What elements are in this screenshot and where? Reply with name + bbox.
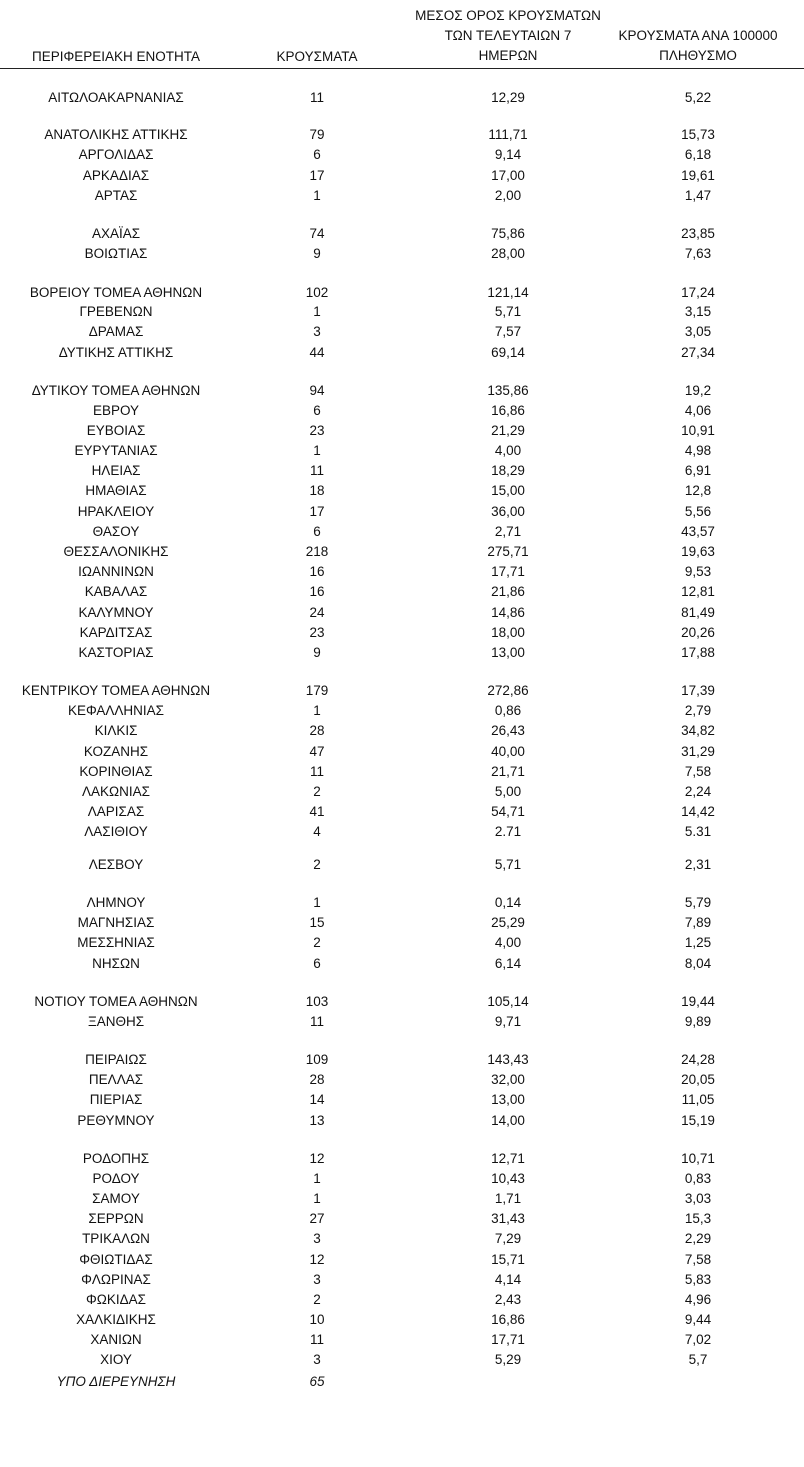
- avg7-cell: 32,00: [491, 1072, 525, 1087]
- cases-cell: 16: [309, 584, 325, 599]
- avg7-cell: 275,71: [487, 544, 529, 559]
- per100k-cell: 5,56: [684, 504, 712, 519]
- table-row: [0, 343, 804, 363]
- per100k-cell: 7,58: [684, 1252, 712, 1267]
- avg7-cell: 4,00: [494, 443, 522, 458]
- cases-cell: 1: [313, 443, 321, 458]
- region-cell: ΓΡΕΒΕΝΩΝ: [79, 304, 153, 319]
- cases-cell: 23: [309, 625, 325, 640]
- avg7-cell: 7,29: [494, 1231, 522, 1246]
- table-row: [0, 1189, 804, 1209]
- region-cell: ΧΑΛΚΙΔΙΚΗΣ: [76, 1312, 156, 1327]
- avg7-cell: 5,71: [494, 304, 522, 319]
- header-cases: ΚΡΟΥΣΜΑΤΑ: [276, 49, 358, 64]
- table-row: [0, 1111, 804, 1131]
- avg7-cell: 16,86: [491, 403, 525, 418]
- table-row: [0, 623, 804, 643]
- avg7-cell: 1,71: [494, 1191, 522, 1206]
- avg7-cell: 6,14: [494, 956, 522, 971]
- avg7-cell: 21,86: [491, 584, 525, 599]
- cases-cell: 15: [309, 915, 325, 930]
- region-cell: ΔΥΤΙΚΗΣ ΑΤΤΙΚΗΣ: [58, 345, 174, 360]
- table-row: [0, 145, 804, 165]
- cases-cell: 12: [309, 1151, 325, 1166]
- region-cell: ΦΘΙΩΤΙΔΑΣ: [79, 1252, 153, 1267]
- region-cell: ΒΟΙΩΤΙΑΣ: [84, 246, 148, 261]
- avg7-cell: 14,00: [491, 1113, 525, 1128]
- table-row: [0, 88, 804, 108]
- cases-cell: 28: [309, 1072, 325, 1087]
- table-row: [0, 1330, 804, 1350]
- per100k-cell: 15,19: [681, 1113, 715, 1128]
- table-row: [0, 421, 804, 441]
- per100k-cell: 24,28: [681, 1052, 715, 1067]
- avg7-cell: 143,43: [487, 1052, 529, 1067]
- cases-cell: 9: [313, 645, 321, 660]
- region-cell: ΗΜΑΘΙΑΣ: [85, 483, 147, 498]
- region-cell: ΚΕΝΤΡΙΚΟΥ ΤΟΜΕΑ ΑΘΗΝΩΝ: [21, 683, 211, 698]
- avg7-cell: 16,86: [491, 1312, 525, 1327]
- region-cell: ΑΧΑΪΑΣ: [91, 226, 141, 241]
- table-row: [0, 742, 804, 762]
- region-cell: ΜΑΓΝΗΣΙΑΣ: [77, 915, 155, 930]
- region-cell: ΦΛΩΡΙΝΑΣ: [81, 1272, 151, 1287]
- region-cell: ΛΑΡΙΣΑΣ: [87, 804, 145, 819]
- region-cell: ΚΟΡΙΝΘΙΑΣ: [79, 764, 153, 779]
- per100k-cell: 19,2: [684, 383, 712, 398]
- avg7-cell: 21,71: [491, 764, 525, 779]
- cases-cell: 11: [309, 90, 324, 105]
- avg7-cell: 40,00: [491, 744, 525, 759]
- table-row: [0, 1290, 804, 1310]
- avg7-cell: 5,71: [494, 857, 522, 872]
- avg7-cell: 75,86: [491, 226, 525, 241]
- table-row: [0, 721, 804, 741]
- avg7-cell: 13,00: [491, 1092, 525, 1107]
- cases-cell: 103: [305, 994, 329, 1009]
- per100k-cell: 2,79: [684, 703, 712, 718]
- cases-cell: 11: [309, 463, 324, 478]
- per100k-cell: 2,31: [684, 857, 712, 872]
- table-row: [0, 802, 804, 822]
- per100k-cell: 2,24: [684, 784, 712, 799]
- per100k-cell: 7,89: [684, 915, 712, 930]
- table-row: [0, 1149, 804, 1169]
- cases-cell: 9: [313, 246, 321, 261]
- avg7-cell: 10,43: [491, 1171, 525, 1186]
- region-cell: ΡΟΔΟΠΗΣ: [82, 1151, 150, 1166]
- table-row: [0, 1229, 804, 1249]
- cases-cell: 28: [309, 723, 325, 738]
- per100k-cell: 4,06: [684, 403, 712, 418]
- region-cell: ΒΟΡΕΙΟΥ ΤΟΜΕΑ ΑΘΗΝΩΝ: [29, 285, 203, 300]
- region-cell: ΤΡΙΚΑΛΩΝ: [82, 1231, 150, 1246]
- region-cell: ΚΙΛΚΙΣ: [94, 723, 138, 738]
- per100k-cell: 15,73: [681, 127, 715, 142]
- table-row: [0, 1209, 804, 1229]
- per100k-cell: 1,25: [684, 935, 712, 950]
- cases-cell: 3: [313, 324, 321, 339]
- table-row: [0, 502, 804, 522]
- cases-cell: 179: [305, 683, 329, 698]
- avg7-cell: 272,86: [487, 683, 529, 698]
- table-row: [0, 1012, 804, 1032]
- per100k-cell: 7,63: [684, 246, 712, 261]
- region-cell: ΑΡΓΟΛΙΔΑΣ: [78, 147, 154, 162]
- avg7-cell: 2,00: [494, 188, 522, 203]
- cases-cell: 65: [309, 1374, 325, 1389]
- avg7-cell: 17,71: [491, 564, 525, 579]
- table-row: [0, 933, 804, 953]
- per100k-cell: 8,04: [684, 956, 712, 971]
- avg7-cell: 54,71: [491, 804, 525, 819]
- per100k-cell: 5,22: [684, 90, 712, 105]
- table-row: [0, 954, 804, 974]
- avg7-cell: 12,71: [491, 1151, 525, 1166]
- region-cell: ΛΑΚΩΝΙΑΣ: [82, 784, 150, 799]
- per100k-cell: 12,81: [681, 584, 715, 599]
- table-row: [0, 992, 804, 1012]
- cases-cell: 18: [309, 483, 325, 498]
- table-row: [0, 224, 804, 244]
- region-cell: ΚΟΖΑΝΗΣ: [83, 744, 149, 759]
- table-row: [0, 782, 804, 802]
- table-row: [0, 1070, 804, 1090]
- avg7-cell: 12,29: [491, 90, 525, 105]
- table-row: [0, 1050, 804, 1070]
- cases-cell: 47: [309, 744, 325, 759]
- per100k-cell: 6,18: [684, 147, 712, 162]
- table-row: [0, 244, 804, 264]
- table-row: [0, 322, 804, 342]
- region-cell: ΣΕΡΡΩΝ: [88, 1211, 144, 1226]
- cases-cell: 10: [309, 1312, 325, 1327]
- region-cell: ΞΑΝΘΗΣ: [87, 1014, 145, 1029]
- cases-cell: 1: [313, 304, 321, 319]
- region-cell: ΑΙΤΩΛΟΑΚΑΡΝΑΝΙΑΣ: [48, 90, 184, 105]
- avg7-cell: 9,14: [494, 147, 522, 162]
- avg7-cell: 31,43: [491, 1211, 525, 1226]
- region-cell: ΛΑΣΙΘΙΟΥ: [84, 824, 148, 839]
- cases-cell: 13: [309, 1113, 325, 1128]
- table-row: [0, 302, 804, 322]
- cases-cell: 3: [313, 1231, 321, 1246]
- table-row: [0, 1310, 804, 1330]
- avg7-cell: 69,14: [491, 345, 525, 360]
- avg7-cell: 2.71: [494, 824, 522, 839]
- per100k-cell: 17,88: [681, 645, 715, 660]
- region-cell: ΧΑΝΙΩΝ: [90, 1332, 142, 1347]
- per100k-cell: 5,79: [684, 895, 712, 910]
- table-row: [0, 186, 804, 206]
- cases-cell: 2: [313, 935, 321, 950]
- per100k-cell: 14,42: [681, 804, 715, 819]
- per100k-cell: 2,29: [684, 1231, 712, 1246]
- region-cell: ΚΕΦΑΛΛΗΝΙΑΣ: [67, 703, 165, 718]
- region-cell: ΑΡΚΑΔΙΑΣ: [82, 168, 150, 183]
- per100k-cell: 43,57: [681, 524, 715, 539]
- cases-cell: 6: [313, 147, 321, 162]
- cases-cell: 79: [309, 127, 325, 142]
- table-row: [0, 522, 804, 542]
- per100k-cell: 12,8: [684, 483, 712, 498]
- avg7-cell: 9,71: [494, 1014, 522, 1029]
- cases-cell: 109: [305, 1052, 329, 1067]
- table-row: [0, 283, 804, 303]
- cases-cell: 3: [313, 1272, 321, 1287]
- cases-cell: 14: [309, 1092, 325, 1107]
- per100k-cell: 19,61: [681, 168, 715, 183]
- cases-cell: 94: [309, 383, 325, 398]
- table-row: [0, 1090, 804, 1110]
- per100k-cell: 5,7: [688, 1352, 708, 1367]
- avg7-cell: 18,29: [491, 463, 525, 478]
- cases-cell: 1: [313, 703, 321, 718]
- region-cell: ΝΗΣΩΝ: [92, 956, 140, 971]
- region-cell: ΕΥΡΥΤΑΝΙΑΣ: [74, 443, 158, 458]
- avg7-cell: 0,14: [494, 895, 522, 910]
- region-cell: ΛΗΜΝΟΥ: [86, 895, 146, 910]
- per100k-cell: 4,98: [684, 443, 712, 458]
- avg7-cell: 5,29: [494, 1352, 522, 1367]
- cases-cell: 6: [313, 403, 321, 418]
- table-row: [0, 855, 804, 875]
- cases-cell: 23: [309, 423, 325, 438]
- avg7-cell: 13,00: [491, 645, 525, 660]
- per100k-cell: 10,71: [681, 1151, 715, 1166]
- avg7-cell: 111,71: [488, 127, 528, 142]
- table-row: [0, 166, 804, 186]
- region-cell: ΡΟΔΟΥ: [92, 1171, 140, 1186]
- per100k-cell: 5.31: [684, 824, 712, 839]
- region-cell: ΗΡΑΚΛΕΙΟΥ: [77, 504, 155, 519]
- table-row: [0, 643, 804, 663]
- avg7-cell: 135,86: [487, 383, 529, 398]
- per100k-cell: 9,89: [684, 1014, 712, 1029]
- cases-cell: 17: [309, 504, 325, 519]
- table-row: [0, 1250, 804, 1270]
- table-header: [0, 0, 804, 69]
- cases-cell: 11: [309, 764, 324, 779]
- avg7-cell: 14,86: [491, 605, 525, 620]
- cases-cell: 3: [313, 1352, 321, 1367]
- region-cell: ΥΠΟ ΔΙΕΡΕΥΝΗΣΗ: [56, 1374, 176, 1389]
- table-row: [0, 701, 804, 721]
- per100k-cell: 10,91: [681, 423, 715, 438]
- avg7-cell: 18,00: [491, 625, 525, 640]
- table-row: [0, 401, 804, 421]
- region-cell: ΚΑΒΑΛΑΣ: [84, 584, 148, 599]
- avg7-cell: 2,43: [494, 1292, 522, 1307]
- region-cell: ΡΕΘΥΜΝΟΥ: [77, 1113, 155, 1128]
- per100k-cell: 17,39: [681, 683, 715, 698]
- region-cell: ΘΕΣΣΑΛΟΝΙΚΗΣ: [63, 544, 169, 559]
- avg7-cell: 21,29: [491, 423, 525, 438]
- cases-cell: 11: [309, 1014, 324, 1029]
- per100k-cell: 7,02: [684, 1332, 712, 1347]
- region-cell: ΠΙΕΡΙΑΣ: [89, 1092, 143, 1107]
- table-row: [0, 481, 804, 501]
- cases-cell: 4: [313, 824, 321, 839]
- avg7-cell: 105,14: [487, 994, 529, 1009]
- table-row: [0, 822, 804, 842]
- table-row: [0, 893, 804, 913]
- avg7-cell: 15,00: [491, 483, 525, 498]
- per100k-cell: 23,85: [681, 226, 715, 241]
- avg7-cell: 7,57: [494, 324, 522, 339]
- cases-cell: 2: [313, 1292, 321, 1307]
- table-row: [0, 603, 804, 623]
- avg7-cell: 4,14: [494, 1272, 522, 1287]
- region-cell: ΦΩΚΙΔΑΣ: [86, 1292, 146, 1307]
- cases-cell: 27: [309, 1211, 325, 1226]
- per100k-cell: 15,3: [684, 1211, 712, 1226]
- table-row: [0, 762, 804, 782]
- header-per100k: ΚΡΟΥΣΜΑΤΑ ΑΝΑ 100000 ΠΛΗΘΥΣΜΟ: [618, 28, 778, 63]
- cases-cell: 6: [313, 956, 321, 971]
- per100k-cell: 20,05: [681, 1072, 715, 1087]
- table-row: [0, 913, 804, 933]
- cases-cell: 1: [313, 1191, 321, 1206]
- cases-cell: 17: [309, 168, 325, 183]
- per100k-cell: 1,47: [684, 188, 712, 203]
- table-row: [0, 542, 804, 562]
- table-row: [0, 461, 804, 481]
- table-row: [0, 1169, 804, 1189]
- per100k-cell: 9,44: [684, 1312, 712, 1327]
- per100k-cell: 4,96: [684, 1292, 712, 1307]
- per100k-cell: 0,83: [684, 1171, 712, 1186]
- region-cell: ΔΡΑΜΑΣ: [88, 324, 144, 339]
- cases-cell: 11: [309, 1332, 324, 1347]
- region-cell: ΚΑΣΤΟΡΙΑΣ: [78, 645, 154, 660]
- cases-cell: 6: [313, 524, 321, 539]
- table-row: [0, 681, 804, 701]
- per100k-cell: 3,15: [684, 304, 712, 319]
- per100k-cell: 19,63: [681, 544, 715, 559]
- avg7-cell: 0,86: [494, 703, 522, 718]
- avg7-cell: 2,71: [494, 524, 522, 539]
- cases-cell: 1: [313, 188, 321, 203]
- table-row: [0, 1350, 804, 1370]
- cases-cell: 2: [313, 784, 321, 799]
- per100k-cell: 7,58: [684, 764, 712, 779]
- avg7-cell: 17,00: [491, 168, 525, 183]
- region-cell: ΧΙΟΥ: [100, 1352, 132, 1367]
- region-cell: ΜΕΣΣΗΝΙΑΣ: [77, 935, 155, 950]
- region-cell: ΗΛΕΙΑΣ: [91, 463, 141, 478]
- cases-cell: 44: [309, 345, 325, 360]
- table-row: [0, 125, 804, 145]
- cases-cell: 24: [309, 605, 325, 620]
- region-cell: ΑΝΑΤΟΛΙΚΗΣ ΑΤΤΙΚΗΣ: [44, 127, 188, 142]
- region-cell: ΘΑΣΟΥ: [92, 524, 140, 539]
- header-avg7: ΜΕΣΟΣ ΟΡΟΣ ΚΡΟΥΣΜΑΤΩΝ ΤΩΝ ΤΕΛΕΥΤΑΙΩΝ 7 ΗΜΕΡΩΝ: [415, 8, 601, 63]
- region-cell: ΠΕΙΡΑΙΩΣ: [85, 1052, 147, 1067]
- per100k-cell: 31,29: [681, 744, 715, 759]
- table-row: [0, 1372, 804, 1392]
- avg7-cell: 15,71: [491, 1252, 525, 1267]
- table-row: [0, 1270, 804, 1290]
- per100k-cell: 20,26: [681, 625, 715, 640]
- per100k-cell: 27,34: [681, 345, 715, 360]
- header-region: ΠΕΡΙΦΕΡΕΙΑΚΗ ΕΝΟΤΗΤΑ: [31, 49, 201, 64]
- per100k-cell: 17,24: [681, 285, 715, 300]
- cases-cell: 74: [309, 226, 325, 241]
- table-row: [0, 381, 804, 401]
- table-row: [0, 441, 804, 461]
- region-cell: ΚΑΡΔΙΤΣΑΣ: [79, 625, 153, 640]
- per100k-cell: 11,05: [681, 1092, 715, 1107]
- per100k-cell: 3,05: [684, 324, 712, 339]
- per100k-cell: 34,82: [681, 723, 715, 738]
- avg7-cell: 121,14: [487, 285, 529, 300]
- region-cell: ΝΟΤΙΟΥ ΤΟΜΕΑ ΑΘΗΝΩΝ: [34, 994, 198, 1009]
- region-cell: ΕΥΒΟΙΑΣ: [86, 423, 146, 438]
- per100k-cell: 19,44: [681, 994, 715, 1009]
- region-cell: ΑΡΤΑΣ: [94, 188, 138, 203]
- table-row: [0, 562, 804, 582]
- per100k-cell: 9,53: [684, 564, 712, 579]
- avg7-cell: 5,00: [494, 784, 522, 799]
- cases-cell: 2: [313, 857, 321, 872]
- cases-cell: 218: [305, 544, 329, 559]
- per100k-cell: 81,49: [681, 605, 715, 620]
- per100k-cell: 5,83: [684, 1272, 712, 1287]
- region-cell: ΔΥΤΙΚΟΥ ΤΟΜΕΑ ΑΘΗΝΩΝ: [31, 383, 201, 398]
- cases-cell: 12: [309, 1252, 325, 1267]
- region-cell: ΣΑΜΟΥ: [92, 1191, 140, 1206]
- region-cell: ΛΕΣΒΟΥ: [88, 857, 144, 872]
- cases-cell: 1: [313, 1171, 321, 1186]
- table-row: [0, 582, 804, 602]
- cases-cell: 16: [309, 564, 325, 579]
- per100k-cell: 6,91: [684, 463, 712, 478]
- cases-cell: 102: [305, 285, 329, 300]
- cases-cell: 41: [309, 804, 325, 819]
- region-cell: ΠΕΛΛΑΣ: [88, 1072, 144, 1087]
- avg7-cell: 4,00: [494, 935, 522, 950]
- avg7-cell: 25,29: [491, 915, 525, 930]
- region-cell: ΙΩΑΝΝΙΝΩΝ: [78, 564, 154, 579]
- cases-cell: 1: [313, 895, 321, 910]
- region-cell: ΚΑΛΥΜΝΟΥ: [78, 605, 154, 620]
- avg7-cell: 26,43: [491, 723, 525, 738]
- avg7-cell: 36,00: [491, 504, 525, 519]
- region-cell: ΕΒΡΟΥ: [92, 403, 140, 418]
- avg7-cell: 17,71: [491, 1332, 525, 1347]
- per100k-cell: 3,03: [684, 1191, 712, 1206]
- avg7-cell: 28,00: [491, 246, 525, 261]
